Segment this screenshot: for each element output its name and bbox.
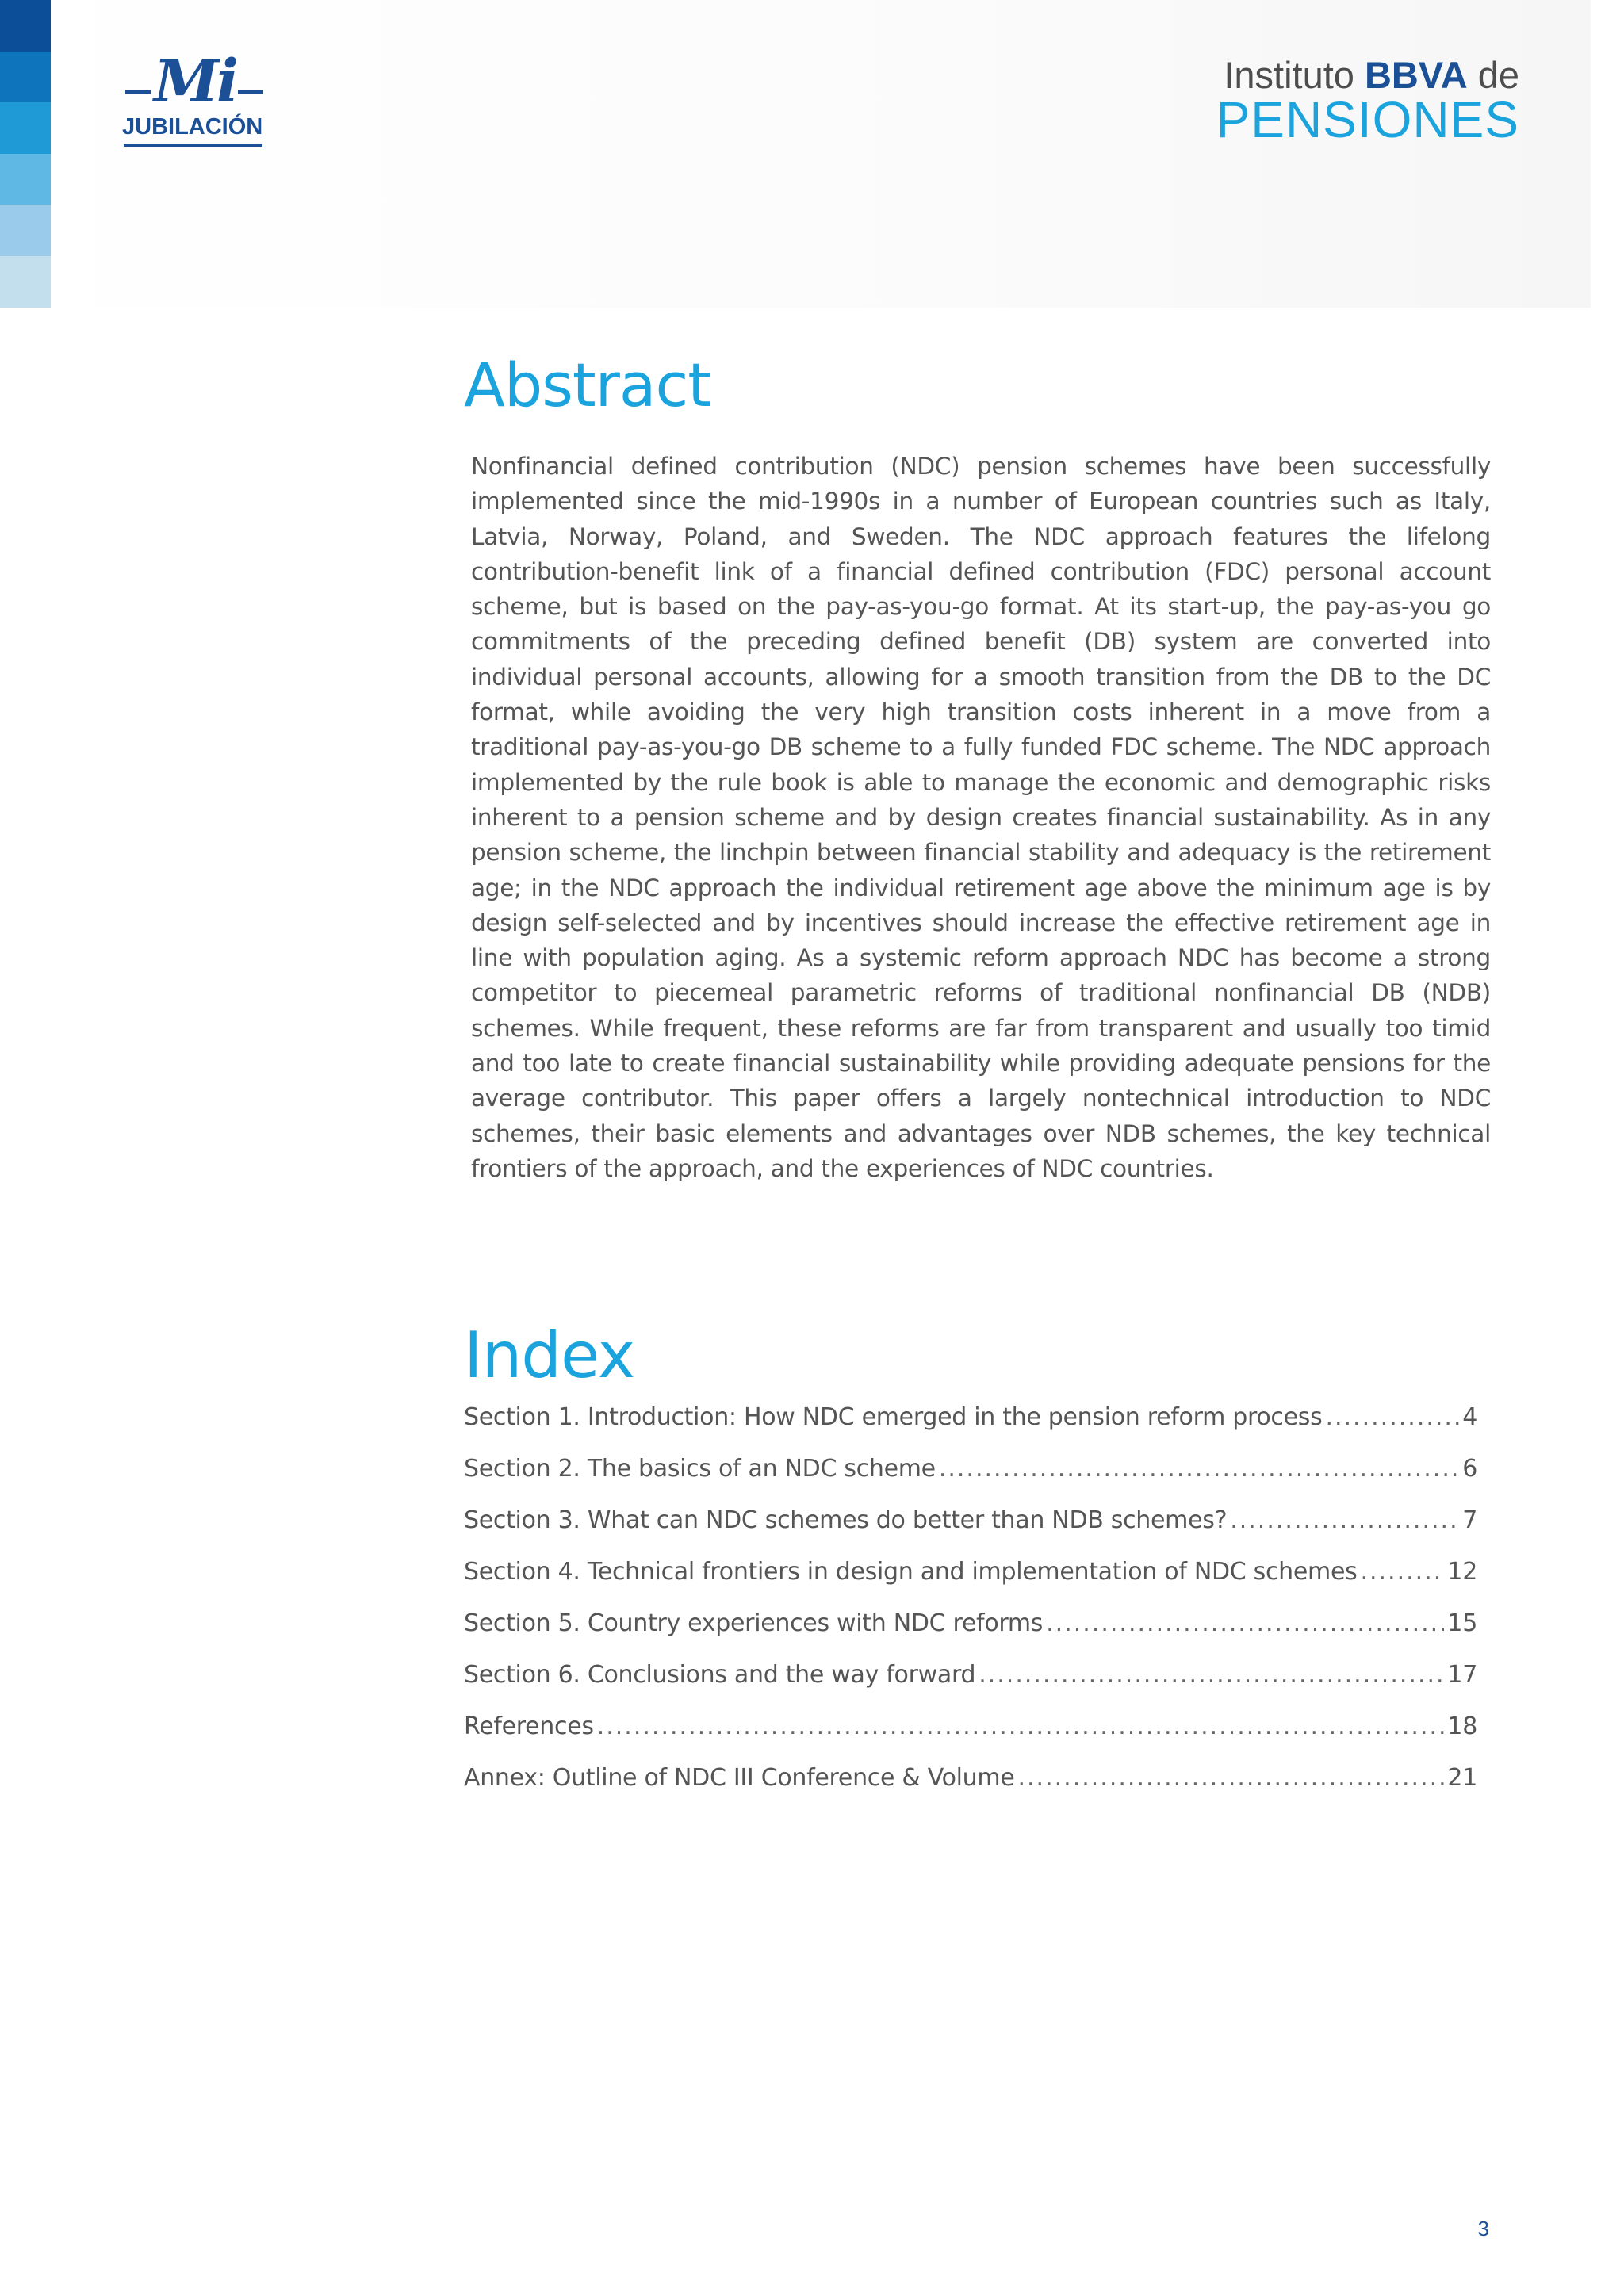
toc-entry-page: 15	[1447, 1609, 1477, 1637]
toc-entry-page: 18	[1447, 1712, 1477, 1740]
toc-entry[interactable]	[464, 1403, 1477, 1455]
strip-block	[0, 154, 51, 205]
toc-leader	[979, 1661, 1444, 1689]
instituto-bbva-logo	[1216, 54, 1519, 148]
toc-leader	[597, 1712, 1445, 1740]
toc-entry-title: Annex: Outline of NDC III Conference & Volume	[464, 1764, 1015, 1792]
abstract-body: Nonfinancial defined contribution (NDC) pension schemes have been successfully implemented since the mid-1990s in a number of European countries such as Italy, Latvia, Norway, Poland, and Sweden. The NDC approach features the lifelong contribution-benefit link of a financial defined contribution (FDC) personal account scheme, but is based on the pay-as-you-go format. At its start-up, the pay-as-you go commitments of the preceding defined benefit (DB) system are converted into individual personal accounts, allowing for a smooth transition from the DB to the DC format, while avoiding the very high transition costs inherent in a move from a traditional pay-as-you-go DB scheme to a fully funded FDC scheme. The NDC approach implemented by the rule book is able to manage the economic and demographic risks inherent to a pension scheme and by design creates financial sustainability. As in any pension scheme, the linchpin between financial stability and adequacy is the retirement age; in the NDC approach the individual retirement age above the minimum age is by design self-selected and by incentives should increase the effective retirement age in line with population aging. As a systemic reform approach NDC has become a strong competitor to piecemeal parametric reforms of traditional nonfinancial DB (NDB) schemes. While frequent, these reforms are far from transparent and usually too timid and too late to create financial sustainability while providing adequate pensions for the average contributor. This paper offers a largely nontechnical introduction to NDC schemes, their basic elements and advantages over NDB schemes, the key technical frontiers of the approach, and the experiences of NDC countries.	[471, 453, 1491, 1182]
strip-block	[0, 256, 51, 308]
abstract-heading: Abstract	[464, 350, 711, 420]
toc-entry[interactable]	[464, 1712, 1477, 1764]
toc-leader	[1017, 1764, 1444, 1792]
page-number: 3	[1477, 2217, 1489, 2241]
strip-block	[0, 102, 51, 154]
index-heading: Index	[464, 1318, 635, 1392]
strip-block	[0, 205, 51, 256]
toc-entry-title: References	[464, 1712, 594, 1740]
logo-line1-prefix: Instituto	[1224, 54, 1365, 96]
logo-dash-left	[125, 90, 151, 94]
toc-entry[interactable]	[464, 1764, 1477, 1816]
logo-line1	[1216, 55, 1519, 95]
toc-leader	[1046, 1609, 1444, 1637]
logo-dash-right	[238, 90, 263, 94]
toc-entry-title: Section 3. What can NDC schemes do better than NDB schemes?	[464, 1506, 1228, 1534]
toc-entry[interactable]	[464, 1661, 1477, 1712]
toc-leader	[1325, 1403, 1459, 1431]
toc-leader	[939, 1455, 1459, 1483]
toc-entry[interactable]	[464, 1506, 1477, 1558]
toc-leader	[1230, 1506, 1459, 1534]
toc-entry-page: 6	[1462, 1455, 1477, 1483]
mi-jubilacion-logo	[119, 46, 270, 149]
table-of-contents	[464, 1403, 1477, 1816]
logo-underline	[124, 144, 262, 147]
toc-entry[interactable]	[464, 1455, 1477, 1506]
toc-entry-title: Section 6. Conclusions and the way forward	[464, 1661, 976, 1689]
color-strip	[0, 0, 51, 308]
toc-entry-page: 21	[1447, 1764, 1477, 1792]
toc-entry-title: Section 1. Introduction: How NDC emerged in the pension reform process	[464, 1403, 1323, 1431]
toc-entry-page: 17	[1447, 1661, 1477, 1689]
logo-line2: PENSIONES	[1216, 91, 1519, 148]
logo-mi-word: Mi	[154, 48, 237, 116]
logo-subtitle: JUBILACIÓN	[122, 114, 263, 140]
toc-entry-page: 12	[1447, 1558, 1477, 1586]
toc-entry[interactable]	[464, 1558, 1477, 1609]
toc-leader	[1360, 1558, 1444, 1586]
logo-line1-brand: BBVA	[1364, 54, 1468, 96]
strip-block	[0, 52, 51, 103]
toc-entry[interactable]	[464, 1609, 1477, 1661]
toc-entry-title: Section 4. Technical frontiers in design and implementation of NDC schemes	[464, 1558, 1358, 1586]
toc-entry-page: 4	[1462, 1403, 1477, 1431]
toc-entry-title: Section 2. The basics of an NDC scheme	[464, 1455, 936, 1483]
logo-line1-suffix: de	[1467, 54, 1519, 96]
strip-block	[0, 0, 51, 52]
toc-entry-title: Section 5. Country experiences with NDC reforms	[464, 1609, 1044, 1637]
toc-entry-page: 7	[1462, 1506, 1477, 1534]
